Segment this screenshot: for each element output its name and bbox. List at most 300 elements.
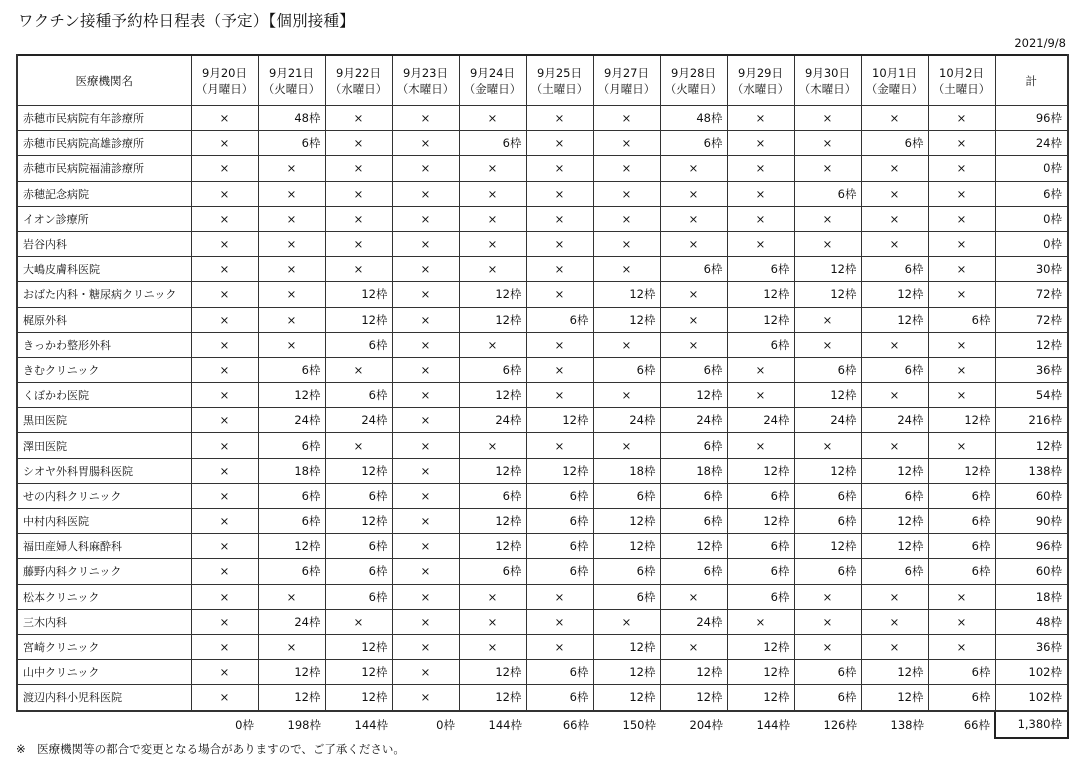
- slot-cell: 48枠: [258, 106, 325, 131]
- row-total: 72枠: [995, 307, 1068, 332]
- row-total: 6枠: [995, 181, 1068, 206]
- slot-cell: ×: [392, 181, 459, 206]
- slot-cell: 6枠: [861, 357, 928, 382]
- slot-cell: ×: [191, 660, 258, 685]
- table-row: [17, 156, 1068, 181]
- slot-cell: ×: [861, 106, 928, 131]
- slot-cell: 12枠: [325, 307, 392, 332]
- row-total: 18枠: [995, 584, 1068, 609]
- slot-cell: ×: [191, 357, 258, 382]
- slot-cell: 6枠: [660, 483, 727, 508]
- row-total: 102枠: [995, 660, 1068, 685]
- slot-cell: ×: [258, 307, 325, 332]
- slot-cell: 12枠: [593, 509, 660, 534]
- row-total: 48枠: [995, 609, 1068, 634]
- table-body: [17, 106, 1068, 711]
- slot-cell: ×: [861, 634, 928, 659]
- slot-cell: ×: [794, 634, 861, 659]
- slot-cell: 12枠: [861, 534, 928, 559]
- slot-cell: ×: [660, 307, 727, 332]
- slot-cell: 12枠: [325, 282, 392, 307]
- slot-cell: ×: [325, 206, 392, 231]
- institution-name: おばた内科・糖尿病クリニック: [17, 282, 191, 307]
- slot-cell: 12枠: [459, 534, 526, 559]
- slot-cell: 12枠: [258, 660, 325, 685]
- column-total: 138枠: [890, 717, 924, 732]
- table-row: [17, 257, 1068, 282]
- slot-cell: ×: [861, 181, 928, 206]
- slot-cell: 6枠: [861, 483, 928, 508]
- slot-cell: 6枠: [459, 559, 526, 584]
- slot-cell: 6枠: [727, 257, 794, 282]
- slot-cell: 6枠: [861, 257, 928, 282]
- slot-cell: 6枠: [861, 559, 928, 584]
- slot-cell: ×: [459, 634, 526, 659]
- slot-cell: 12枠: [727, 307, 794, 332]
- slot-cell: ×: [459, 156, 526, 181]
- slot-cell: 6枠: [258, 509, 325, 534]
- slot-cell: 12枠: [258, 383, 325, 408]
- slot-cell: ×: [191, 156, 258, 181]
- row-total: 24枠: [995, 131, 1068, 156]
- slot-cell: 6枠: [928, 559, 995, 584]
- slot-cell: ×: [928, 332, 995, 357]
- slot-cell: ×: [526, 609, 593, 634]
- slot-cell: ×: [191, 181, 258, 206]
- slot-cell: ×: [861, 206, 928, 231]
- slot-cell: 12枠: [861, 458, 928, 483]
- slot-cell: ×: [392, 257, 459, 282]
- slot-cell: ×: [191, 509, 258, 534]
- slot-cell: 12枠: [794, 282, 861, 307]
- slot-cell: ×: [392, 383, 459, 408]
- slot-cell: ×: [861, 433, 928, 458]
- slot-cell: 12枠: [593, 634, 660, 659]
- column-total: 66枠: [963, 717, 990, 732]
- slot-cell: 6枠: [459, 483, 526, 508]
- slot-cell: ×: [459, 332, 526, 357]
- institution-name: 福田産婦人科麻酔科: [17, 534, 191, 559]
- slot-cell: 6枠: [459, 131, 526, 156]
- slot-cell: ×: [258, 181, 325, 206]
- slot-cell: ×: [459, 106, 526, 131]
- slot-cell: 6枠: [325, 383, 392, 408]
- slot-cell: 6枠: [258, 483, 325, 508]
- slot-cell: 12枠: [593, 307, 660, 332]
- column-total: 0枠: [436, 717, 455, 732]
- slot-cell: 6枠: [928, 660, 995, 685]
- slot-cell: ×: [392, 584, 459, 609]
- slot-cell: ×: [928, 383, 995, 408]
- institution-name: 赤穂記念病院: [17, 181, 191, 206]
- slot-cell: ×: [526, 634, 593, 659]
- slot-cell: ×: [794, 609, 861, 634]
- slot-cell: 6枠: [727, 559, 794, 584]
- issue-date: 2021/9/8: [1014, 36, 1066, 50]
- slot-cell: 6枠: [660, 433, 727, 458]
- column-total: 144枠: [354, 717, 388, 732]
- institution-name: きむクリニック: [17, 357, 191, 382]
- slot-cell: ×: [526, 433, 593, 458]
- day-header: 9月29日 （水曜日）: [727, 55, 794, 106]
- slot-cell: ×: [928, 357, 995, 382]
- slot-cell: 6枠: [325, 483, 392, 508]
- slot-cell: 18枠: [660, 458, 727, 483]
- slot-cell: ×: [526, 131, 593, 156]
- slot-cell: ×: [861, 584, 928, 609]
- slot-cell: 12枠: [459, 660, 526, 685]
- total-header: 計: [995, 55, 1068, 106]
- table-row: [17, 433, 1068, 458]
- table-row: [17, 206, 1068, 231]
- row-total: 138枠: [995, 458, 1068, 483]
- slot-cell: ×: [191, 131, 258, 156]
- slot-cell: 6枠: [325, 534, 392, 559]
- slot-cell: 12枠: [258, 534, 325, 559]
- day-header: 9月28日 （火曜日）: [660, 55, 727, 106]
- slot-cell: ×: [191, 231, 258, 256]
- slot-cell: ×: [258, 257, 325, 282]
- institution-name: シオヤ外科胃腸科医院: [17, 458, 191, 483]
- institution-name: せの内科クリニック: [17, 483, 191, 508]
- institution-name: 澤田医院: [17, 433, 191, 458]
- slot-cell: ×: [928, 609, 995, 634]
- day-header: 9月30日 （木曜日）: [794, 55, 861, 106]
- slot-cell: 6枠: [727, 534, 794, 559]
- table-row: [17, 408, 1068, 433]
- slot-cell: ×: [660, 282, 727, 307]
- slot-cell: 12枠: [593, 660, 660, 685]
- slot-cell: ×: [861, 156, 928, 181]
- slot-cell: ×: [727, 383, 794, 408]
- slot-cell: ×: [459, 257, 526, 282]
- slot-cell: ×: [325, 609, 392, 634]
- slot-cell: 12枠: [727, 660, 794, 685]
- slot-cell: 6枠: [593, 584, 660, 609]
- table-row: [17, 106, 1068, 131]
- slot-cell: ×: [325, 106, 392, 131]
- slot-cell: 24枠: [727, 408, 794, 433]
- institution-name: くぼかわ医院: [17, 383, 191, 408]
- slot-cell: 12枠: [459, 509, 526, 534]
- slot-cell: ×: [526, 383, 593, 408]
- table-row: [17, 282, 1068, 307]
- row-total: 102枠: [995, 685, 1068, 711]
- institution-name: 赤穂市民病院高雄診療所: [17, 131, 191, 156]
- slot-cell: ×: [928, 206, 995, 231]
- slot-cell: ×: [794, 156, 861, 181]
- slot-cell: 6枠: [794, 685, 861, 711]
- row-total: 60枠: [995, 483, 1068, 508]
- slot-cell: ×: [392, 357, 459, 382]
- grand-total: 1,380枠: [995, 711, 1068, 738]
- table-row: [17, 181, 1068, 206]
- slot-cell: 12枠: [660, 383, 727, 408]
- column-total: 150枠: [622, 717, 656, 732]
- slot-cell: 6枠: [794, 509, 861, 534]
- slot-cell: ×: [459, 181, 526, 206]
- row-total: 12枠: [995, 332, 1068, 357]
- slot-cell: 6枠: [593, 559, 660, 584]
- slot-cell: 6枠: [526, 660, 593, 685]
- day-header: 9月21日 （火曜日）: [258, 55, 325, 106]
- institution-name: 宮崎クリニック: [17, 634, 191, 659]
- slot-cell: ×: [727, 433, 794, 458]
- slot-cell: ×: [392, 231, 459, 256]
- slot-cell: ×: [459, 206, 526, 231]
- slot-cell: ×: [392, 408, 459, 433]
- slot-cell: ×: [191, 559, 258, 584]
- slot-cell: ×: [727, 106, 794, 131]
- slot-cell: 6枠: [526, 534, 593, 559]
- slot-cell: 6枠: [727, 332, 794, 357]
- slot-cell: ×: [191, 408, 258, 433]
- slot-cell: 12枠: [794, 458, 861, 483]
- slot-cell: 24枠: [660, 609, 727, 634]
- row-total: 96枠: [995, 534, 1068, 559]
- slot-cell: ×: [325, 357, 392, 382]
- slot-cell: ×: [794, 206, 861, 231]
- slot-cell: 12枠: [593, 534, 660, 559]
- slot-cell: 48枠: [660, 106, 727, 131]
- institution-header: 医療機関名: [17, 55, 191, 106]
- column-totals-row: [17, 711, 1068, 738]
- slot-cell: ×: [325, 156, 392, 181]
- totals-spacer: [17, 711, 191, 738]
- slot-cell: ×: [794, 433, 861, 458]
- column-total: 126枠: [823, 717, 857, 732]
- slot-cell: 12枠: [660, 660, 727, 685]
- column-total: 144枠: [488, 717, 522, 732]
- slot-cell: 6枠: [660, 559, 727, 584]
- table-row: [17, 131, 1068, 156]
- institution-name: 黒田医院: [17, 408, 191, 433]
- institution-name: 赤穂市民病院有年診療所: [17, 106, 191, 131]
- slot-cell: 12枠: [928, 408, 995, 433]
- slot-cell: ×: [928, 634, 995, 659]
- table-row: [17, 483, 1068, 508]
- schedule-table: [16, 54, 1069, 739]
- page-title: ワクチン接種予約枠日程表（予定）【個別接種】: [18, 12, 355, 30]
- institution-name: 三木内科: [17, 609, 191, 634]
- slot-cell: 12枠: [660, 534, 727, 559]
- institution-name: イオン診療所: [17, 206, 191, 231]
- slot-cell: 12枠: [526, 408, 593, 433]
- slot-cell: ×: [392, 685, 459, 711]
- slot-cell: ×: [727, 357, 794, 382]
- slot-cell: ×: [392, 433, 459, 458]
- slot-cell: ×: [928, 106, 995, 131]
- slot-cell: ×: [593, 231, 660, 256]
- table-row: [17, 332, 1068, 357]
- column-total: 66枠: [562, 717, 589, 732]
- row-total: 90枠: [995, 509, 1068, 534]
- slot-cell: ×: [861, 332, 928, 357]
- slot-cell: ×: [660, 332, 727, 357]
- slot-cell: 12枠: [861, 509, 928, 534]
- slot-cell: ×: [526, 257, 593, 282]
- slot-cell: ×: [392, 307, 459, 332]
- slot-cell: 24枠: [258, 609, 325, 634]
- slot-cell: 24枠: [258, 408, 325, 433]
- slot-cell: ×: [459, 433, 526, 458]
- slot-cell: 6枠: [526, 559, 593, 584]
- slot-cell: 12枠: [727, 634, 794, 659]
- slot-cell: ×: [928, 282, 995, 307]
- slot-cell: ×: [191, 332, 258, 357]
- slot-cell: ×: [191, 106, 258, 131]
- slot-cell: ×: [191, 483, 258, 508]
- slot-cell: ×: [392, 458, 459, 483]
- institution-name: 藤野内科クリニック: [17, 559, 191, 584]
- slot-cell: 12枠: [459, 685, 526, 711]
- slot-cell: ×: [325, 231, 392, 256]
- slot-cell: ×: [392, 559, 459, 584]
- slot-cell: ×: [660, 584, 727, 609]
- slot-cell: ×: [928, 181, 995, 206]
- slot-cell: ×: [325, 433, 392, 458]
- day-header: 9月27日 （月曜日）: [593, 55, 660, 106]
- slot-cell: 6枠: [928, 483, 995, 508]
- slot-cell: ×: [593, 332, 660, 357]
- slot-cell: 6枠: [928, 509, 995, 534]
- slot-cell: 12枠: [794, 383, 861, 408]
- slot-cell: ×: [794, 106, 861, 131]
- slot-cell: 6枠: [526, 307, 593, 332]
- row-total: 216枠: [995, 408, 1068, 433]
- slot-cell: ×: [928, 131, 995, 156]
- slot-cell: 12枠: [928, 458, 995, 483]
- row-total: 0枠: [995, 206, 1068, 231]
- slot-cell: ×: [526, 357, 593, 382]
- slot-cell: 6枠: [727, 483, 794, 508]
- slot-cell: ×: [727, 131, 794, 156]
- institution-name: 山中クリニック: [17, 660, 191, 685]
- institution-name: 松本クリニック: [17, 584, 191, 609]
- table-row: [17, 534, 1068, 559]
- slot-cell: ×: [593, 383, 660, 408]
- table-row: [17, 660, 1068, 685]
- row-total: 12枠: [995, 433, 1068, 458]
- slot-cell: ×: [258, 156, 325, 181]
- slot-cell: 6枠: [794, 181, 861, 206]
- slot-cell: 18枠: [593, 458, 660, 483]
- slot-cell: 12枠: [861, 685, 928, 711]
- slot-cell: ×: [258, 332, 325, 357]
- slot-cell: 12枠: [660, 685, 727, 711]
- day-header: 9月20日 （月曜日）: [191, 55, 258, 106]
- slot-cell: ×: [861, 383, 928, 408]
- slot-cell: ×: [191, 206, 258, 231]
- table-row: [17, 231, 1068, 256]
- slot-cell: ×: [392, 156, 459, 181]
- slot-cell: ×: [392, 106, 459, 131]
- slot-cell: ×: [593, 433, 660, 458]
- slot-cell: ×: [526, 106, 593, 131]
- slot-cell: ×: [459, 231, 526, 256]
- slot-cell: ×: [392, 282, 459, 307]
- slot-cell: ×: [794, 584, 861, 609]
- slot-cell: ×: [660, 181, 727, 206]
- slot-cell: ×: [593, 609, 660, 634]
- column-total: 144枠: [756, 717, 790, 732]
- slot-cell: 6枠: [258, 559, 325, 584]
- table-row: [17, 559, 1068, 584]
- slot-cell: ×: [928, 231, 995, 256]
- slot-cell: ×: [459, 609, 526, 634]
- slot-cell: 6枠: [861, 131, 928, 156]
- slot-cell: 6枠: [526, 509, 593, 534]
- slot-cell: 12枠: [459, 282, 526, 307]
- slot-cell: 12枠: [861, 282, 928, 307]
- footnote: ※ 医療機関等の都合で変更となる場合がありますので、ご了承ください。: [16, 742, 405, 756]
- slot-cell: ×: [928, 156, 995, 181]
- day-header: 9月23日 （木曜日）: [392, 55, 459, 106]
- slot-cell: ×: [593, 156, 660, 181]
- slot-cell: ×: [794, 131, 861, 156]
- slot-cell: ×: [593, 257, 660, 282]
- slot-cell: 12枠: [258, 685, 325, 711]
- slot-cell: 6枠: [928, 307, 995, 332]
- slot-cell: ×: [258, 282, 325, 307]
- slot-cell: 6枠: [526, 685, 593, 711]
- slot-cell: ×: [593, 181, 660, 206]
- slot-cell: 12枠: [727, 282, 794, 307]
- slot-cell: ×: [660, 206, 727, 231]
- institution-name: 赤穂市民病院福浦診療所: [17, 156, 191, 181]
- institution-name: きっかわ整形外科: [17, 332, 191, 357]
- institution-name: 中村内科医院: [17, 509, 191, 534]
- slot-cell: 12枠: [727, 509, 794, 534]
- row-total: 96枠: [995, 106, 1068, 131]
- slot-cell: 18枠: [258, 458, 325, 483]
- slot-cell: ×: [928, 257, 995, 282]
- slot-cell: ×: [191, 609, 258, 634]
- table-row: [17, 458, 1068, 483]
- slot-cell: 12枠: [459, 458, 526, 483]
- table-row: [17, 307, 1068, 332]
- slot-cell: ×: [191, 282, 258, 307]
- slot-cell: 24枠: [861, 408, 928, 433]
- day-header: 9月22日 （水曜日）: [325, 55, 392, 106]
- slot-cell: ×: [794, 307, 861, 332]
- slot-cell: ×: [861, 231, 928, 256]
- slot-cell: ×: [392, 332, 459, 357]
- column-total: 198枠: [287, 717, 321, 732]
- slot-cell: 6枠: [794, 483, 861, 508]
- institution-name: 渡辺内科小児科医院: [17, 685, 191, 711]
- table-row: [17, 685, 1068, 711]
- slot-cell: ×: [191, 458, 258, 483]
- slot-cell: 6枠: [459, 357, 526, 382]
- slot-cell: ×: [526, 584, 593, 609]
- table-row: [17, 383, 1068, 408]
- slot-cell: ×: [392, 206, 459, 231]
- slot-cell: ×: [526, 206, 593, 231]
- slot-cell: ×: [325, 131, 392, 156]
- slot-cell: 12枠: [593, 282, 660, 307]
- row-total: 0枠: [995, 231, 1068, 256]
- slot-cell: 12枠: [459, 307, 526, 332]
- slot-cell: 12枠: [794, 534, 861, 559]
- slot-cell: 6枠: [593, 483, 660, 508]
- slot-cell: 6枠: [928, 534, 995, 559]
- slot-cell: ×: [191, 634, 258, 659]
- table-row: [17, 509, 1068, 534]
- row-total: 30枠: [995, 257, 1068, 282]
- slot-cell: 12枠: [325, 509, 392, 534]
- slot-cell: 12枠: [593, 685, 660, 711]
